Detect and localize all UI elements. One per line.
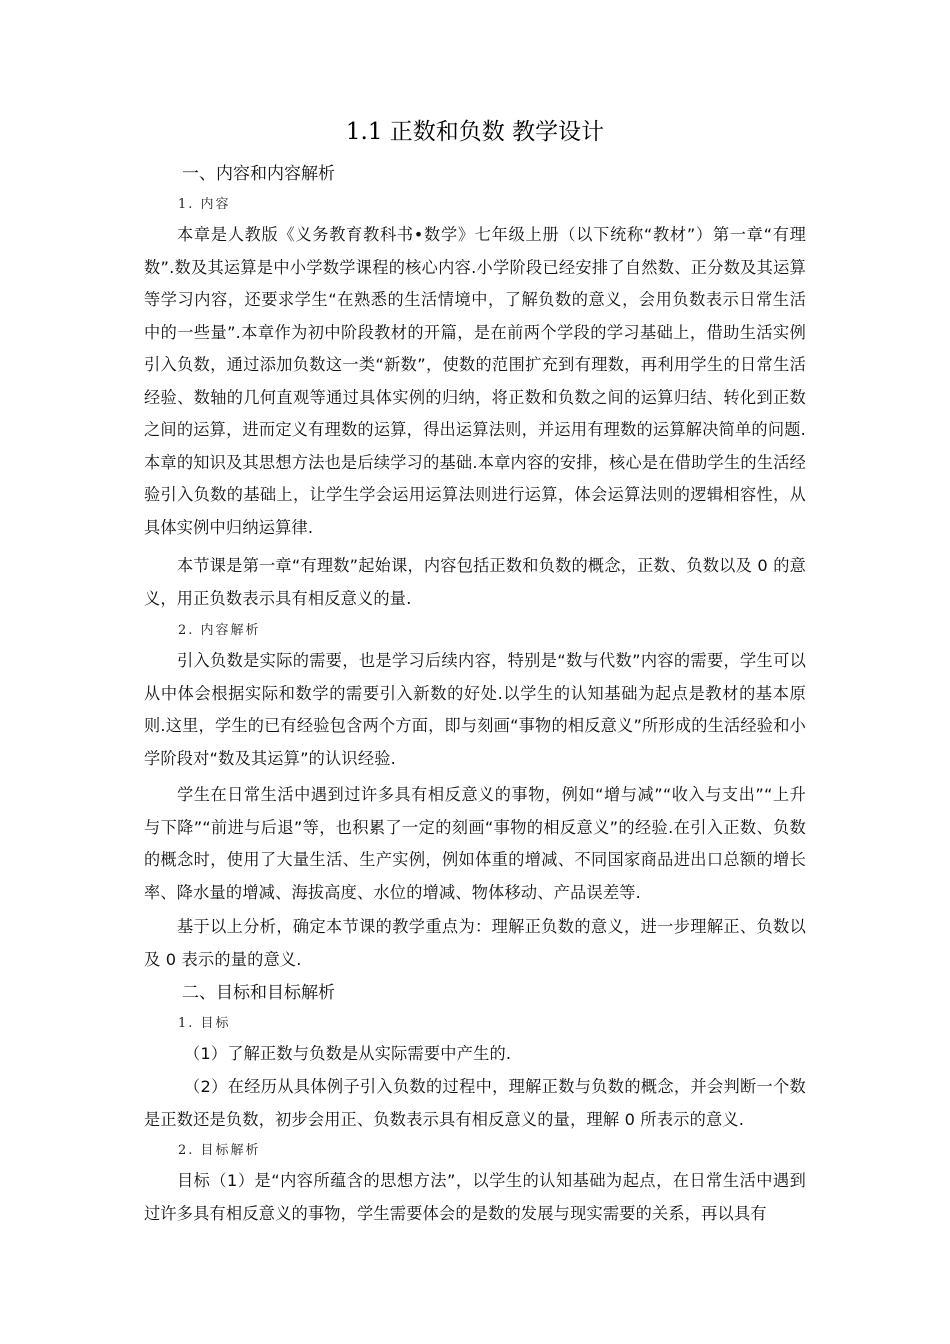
paragraph-why-negative-numbers: 引入负数是实际的需要，也是学习后续内容，特别是“数与代数”内容的需要，学生可以从中体会根据实际和数学的需要引入新数的好处.以学生的认知基础为起点是教材的基本原则.这里，学生的已有经验包含两个方面，即与刻画“事物的相反意义”所形成的生活经验和小学阶段对“数及其运算”的认识经验. <box>144 651 806 768</box>
paragraph-lesson-scope: 本节课是第一章“有理数”起始课，内容包括正数和负数的概念，正数、负数以及 0 的意义，用正负数表示具有相反意义的量. <box>144 556 806 608</box>
paragraph-goal-analysis: 目标（1）是“内容所蕴含的思想方法”，以学生的认知基础为起点，在日常生活中遇到过许多具有相反意义的事物，学生需要体会的是数的发展与现实需要的关系，再以具有 <box>144 1171 806 1223</box>
document-title: 1.1 正数和负数 教学设计 <box>345 119 605 145</box>
goal-item-1: （1）了解正数与负数是从实际需要中产生的. <box>184 1044 512 1063</box>
subheading-content-analysis: 2. 内容解析 <box>178 623 261 638</box>
subheading-goal-analysis: 2. 目标解析 <box>178 1143 261 1158</box>
section-heading-goals: 二、目标和目标解析 <box>182 983 335 1003</box>
paragraph-teaching-focus: 基于以上分析，确定本节课的教学重点为：理解正负数的意义，进一步理解正、负数以及 0 表示的量的意义. <box>144 917 806 969</box>
section-heading-content: 一、内容和内容解析 <box>182 164 335 184</box>
goal-item-2: （2）在经历从具体例子引入负数的过程中，理解正数与负数的概念，并会判断一个数是正数还是负数，初步会用正、负数表示具有相反意义的量，理解 0 所表示的意义. <box>144 1077 806 1129</box>
subheading-content: 1. 内容 <box>178 197 231 212</box>
paragraph-chapter-overview: 本章是人教版《义务教育教科书•数学》七年级上册（以下统称“教材”）第一章“有理数”.数及其运算是中小学数学课程的核心内容.小学阶段已经安排了自然数、正分数及其运算等学习内容，还要求学生“在熟悉的生活情境中，了解负数的意义，会用负数表示日常生活中的一些量”.本章作为初中阶段教材的开篇，是在前两个学段的学习基础上，借助生活实例引入负数，通过添加负数这一类“新数”，使数的范围扩充到有理数，再利用学生的日常生活经验、数轴的几何直观等通过具体实例的归纳，将正数和负数之间的运算归结、转化到正数之间的运算，进而定义有理数的运算，得出运算法则，并运用有理数的运算解决简单的问题.本章的知识及其思想方法也是后续学习的基础.本章内容的安排，核心是在借助学生的生活经验引入负数的基础上，让学生学会运用运算法则进行运算，体会运算法则的逻辑相容性，从具体实例中归纳运算律. <box>144 225 806 537</box>
paragraph-life-examples: 学生在日常生活中遇到过许多具有相反意义的事物，例如“增与减”“收入与支出”“上升与下降”“前进与后退”等，也积累了一定的刻画“事物的相反意义”的经验.在引入正数、负数的概念时，使用了大量生活、生产实例，例如体重的增减、不同国家商品进出口总额的增长率、降水量的增减、海拔高度、水位的增减、物体移动、产品误差等. <box>144 785 806 902</box>
subheading-goals: 1. 目标 <box>178 1016 231 1031</box>
